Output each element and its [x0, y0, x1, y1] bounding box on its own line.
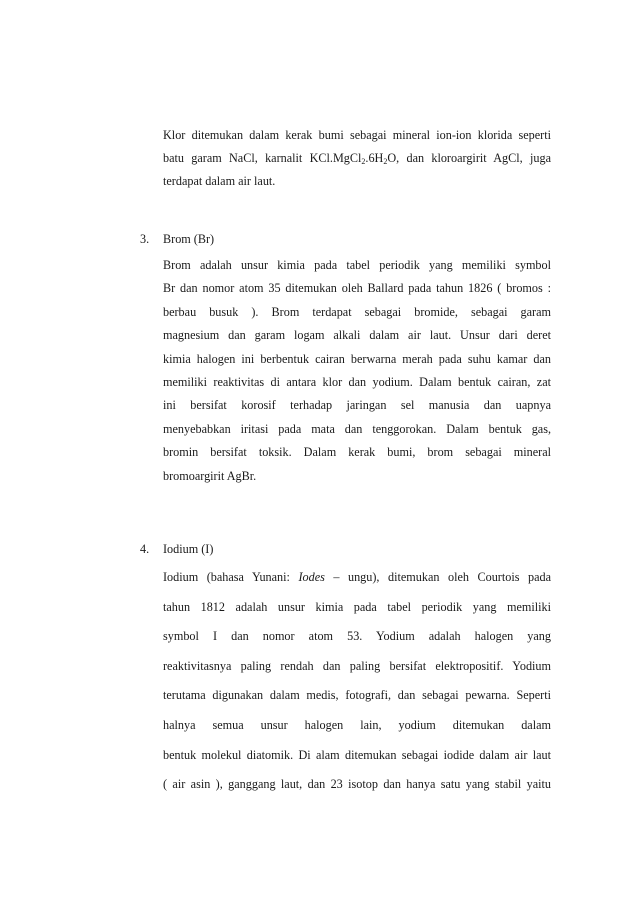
paragraph-line: terdapat dalam air laut. [163, 174, 276, 188]
paragraph-line: memiliki reaktivitas di antara klor dan yodium. Dalam bentuk cairan, zat [163, 375, 551, 390]
paragraph-line: bentuk molekul diatomik. Di alam ditemukan sebagai iodide dalam air laut [163, 747, 551, 762]
paragraph-line: ini bersifat korosif terhadap jaringan sel manusia dan uapnya [163, 398, 551, 413]
paragraph-line: Brom adalah unsur kimia pada tabel periodik yang memiliki symbol [163, 258, 551, 272]
paragraph-line: symbol I dan nomor atom 53. Yodium adalah halogen yang [163, 629, 551, 644]
paragraph-line: bromoargirit AgBr. [163, 468, 257, 483]
paragraph-line: berbau busuk ). Brom terdapat sebagai bromide, sebagai garam [163, 304, 551, 319]
paragraph-line: ( air asin ), ganggang laut, dan 23 isotop dan hanya satu yang stabil yaitu [163, 777, 551, 792]
paragraph-line: Iodium (bahasa Yunani: Iodes – ungu), ditemukan oleh Courtois pada [163, 570, 551, 584]
paragraph-line: kimia halogen ini berbentuk cairan berwarna merah pada suhu kamar dan [163, 351, 551, 366]
paragraph-line: Br dan nomor atom 35 ditemukan oleh Ballard pada tahun 1826 ( bromos : [163, 281, 551, 296]
paragraph-line: reaktivitasnya paling rendah dan paling bersifat elektropositif. Yodium [163, 658, 551, 673]
paragraph-line: menyebabkan iritasi pada mata dan tenggorokan. Dalam bentuk gas, [163, 421, 551, 436]
section-title-iodium: Iodium (I) [163, 542, 214, 556]
iodium-paragraph [163, 563, 551, 800]
brom-paragraph [163, 254, 551, 488]
paragraph-line: magnesium dan garam logam alkali dalam air laut. Unsur dari deret [163, 328, 551, 343]
paragraph-line: Klor ditemukan dalam kerak bumi sebagai mineral ion-ion klorida seperti [163, 128, 551, 142]
paragraph-line: terutama digunakan dalam medis, fotografi, dan sebagai pewarna. Seperti [163, 688, 551, 703]
paragraph-line: bromin bersifat toksik. Dalam kerak bumi, brom sebagai mineral [163, 445, 551, 460]
klor-paragraph [163, 124, 551, 193]
section-number: 3. [140, 232, 150, 246]
paragraph-line: tahun 1812 adalah unsur kimia pada tabel periodik yang memiliki [163, 599, 551, 614]
paragraph-line: halnya semua unsur halogen lain, yodium ditemukan dalam [163, 717, 551, 732]
section-number: 4. [140, 542, 150, 556]
section-title-brom: Brom (Br) [163, 232, 215, 246]
paragraph-line: batu garam NaCl, karnalit $KCl.MgCl_2.6H_2O$, dan kloroargirit AgCl, juga [163, 151, 551, 166]
